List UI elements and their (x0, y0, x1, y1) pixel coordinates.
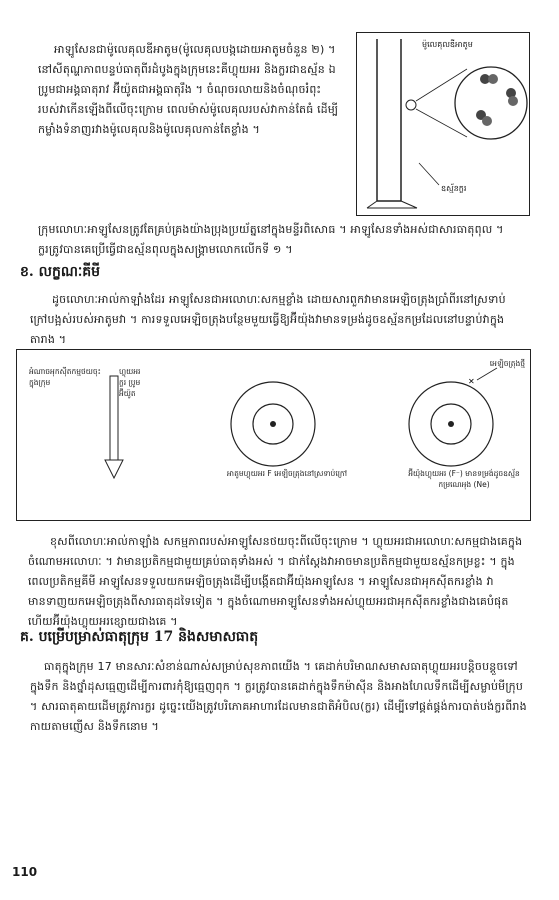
intro-paragraph-continued: ក្រុមលោហៈអាឡូសែនត្រូវតែគ្រប់គ្រងយ៉ាងប្រុងប្រយ័ត្ននៅក្នុងមន្ទីរពិសោធ ។ អាឡូសែនទាំងអស់ជាសារធាតុពុល ។ ក្លរត្រូវបានគេប្រើធ្វើជាឧស្ម័នពុលក្នុងសង្គ្រាមលោកលើកទី ១ ។ (38, 223, 504, 256)
molecule-label: ម៉ូលេគុលឌីអាតូម (422, 40, 473, 49)
gas-label: ឧស្ម័នក្លរ (441, 184, 467, 193)
section2-paragraph: ធាតុក្នុងក្រុម 17 មានសារៈសំខាន់ណាស់សម្រាប់សុខភាពយើង ។ គេដាក់បរិមាណសមាសធាតុហ្លុយអរបន្តិចបន្តួចទៅក្នុងទឹក និងថ្នាំដុសធ្មេញដើម្បីការពារកុំឱ្យធ្មេញពុក ។ ក្លរត្រូវបានគេដាក់ក្នុងទឹកម៉ាស៊ីន និងអាងហែលទឹកដើម្បីសម្លាប់មីក្រុប ។ សារធាតុគាយដើមត្រូវការក្លរ ដូច្នេះយើងត្រូវបរិភោគអាហារដែលមានជាតិអំបិល(ក្លរ) ដើម្បីទៅផ្គត់ផ្គង់ការបាត់បង់ក្លរពីរាងកាយតាមញើស និងទឹកនោម ។ (30, 660, 527, 733)
intro-paragraph: អាឡូសែនជាម៉ូលេគុលឌីអាតូម(ម៉ូលេគុលបង្កដោយអាតូមចំនួន ២) ។ នៅសីតុណ្ហភាពបន្ទប់ធាតុពីរដំបូងក្នុងក្រុមនេះគឺហ្លុយអរ និងក្លរជាឧស្ម័ន ឯប្រូមជាអង្គធាតុរាវ អ៊ីយ៉ូតជាអង្គធាតុរឹង ។ ចំណុចរលាយនិងចំណុចរំពុះរបស់វាកើនឡើងពីលើចុះក្រោម ពេលម៉ាស់ម៉ូលេគុលរបស់វាកាន់តែធំ ដើម្បីកម្លាំងទំនាញរវាងម៉ូលេគុលនិងម៉ូលេគុលកាន់តែខ្លាំង ។ (38, 43, 339, 136)
section1-paragraph: ដូចលោហៈអាល់កាឡាំងដែរ អាឡូសែនជាអលោហៈសកម្មខ្លាំង ដោយសារពួកវាមានអេឡិចត្រុងប្រាំពីរនៅស្រទាប់ក្រៅបង្អស់របស់អាតូមវា ។ ការទទួលអេឡិចត្រុងបន្ថែមមួយធ្វើឱ្យអ៊ីយ៉ុងវាមានទម្រង់ដូចឧស្ម័នកម្រដែលនៅបន្ទាប់វាក្នុងតារាង ។ (30, 293, 506, 346)
electron-shell-figure (16, 349, 531, 521)
section-heading-chemical-properties: ខ. លក្ខណៈគីមី (20, 264, 100, 280)
section1-paragraph-2: ខុសពីលោហៈអាល់កាឡាំង សកម្មភាពរបស់អាឡូសែនថយចុះពីលើចុះក្រោម ។ ហ្លុយអរជាអលោហៈសកម្មជាងគេក្នុងចំណោមអលោហៈ ។ វាមានប្រតិកម្មជាមួយគ្រប់ធាតុទាំងអស់ ។ ជាក់ស្តែងវាអាចមានប្រតិកម្មជាមួយឧស្ម័នកម្រខ្លះ ។ ក្នុងពេលប្រតិកម្មគីមី អាឡូសែនទទួលយកអេឡិចត្រុងដើម្បីបង្កើតជាអ៊ីយ៉ុងអាឡូសែន ។ អាឡូសែនជាអុកស៊ីតករខ្លាំង វាមានទាញយកអេឡិចត្រុងពីសារធាតុដទៃទៀត ។ ក្នុងចំណោមអាឡូសែនទាំងអស់ហ្លុយអរជាអុកស៊ីតករខ្លាំងជាងគេបំផុតហើយអ៊ីយ៉ុងហ្លុយអរខ្សោយជាងគេ ។ (28, 535, 523, 628)
chlorine-tube-figure (356, 32, 530, 216)
svg-text:✕: ✕ (468, 377, 475, 386)
gained-electron-label: អេឡិចត្រុងថ្មី (489, 359, 525, 368)
page-number: 110 (12, 865, 38, 879)
reactivity-label: អំណាចអុកស៊ីតកម្មថយចុះក្នុងក្រុម (29, 367, 101, 387)
halogen-list-label: ហ្លុយអរ ក្លរ ប្រូម អ៊ីយ៉ូត (119, 367, 141, 398)
fluoride-ion-label: អ៊ីយ៉ុងហ្លុយអរ (F⁻) មានទម្រង់ដូចឧស្ម័នកម្រណេអុង (Ne) (408, 469, 520, 489)
fluorine-atom-label: អាតូមហ្លុយអរ F អេឡិចត្រុងនៅស្រទាប់ក្រៅ (226, 469, 348, 478)
section-heading-uses: គ. បម្រើបម្រាស់ធាតុក្រុម 17 និងសមាសធាតុ (20, 629, 259, 645)
